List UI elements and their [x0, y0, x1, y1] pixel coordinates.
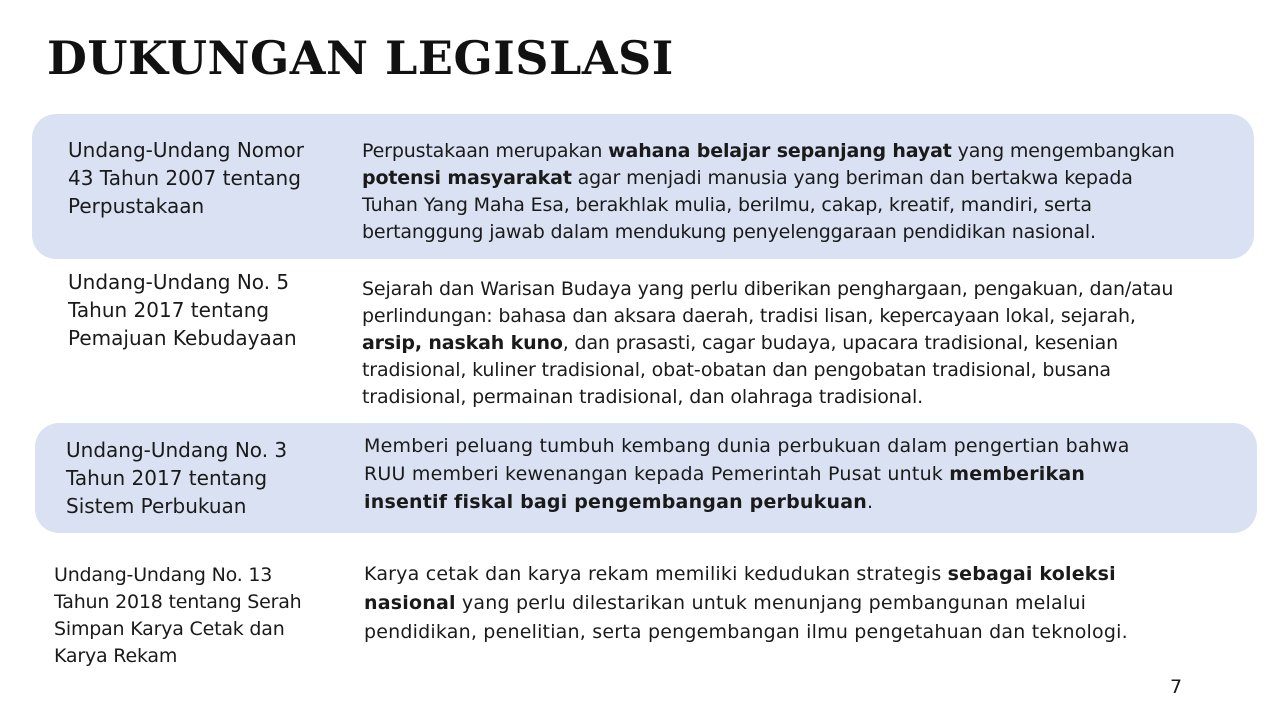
body-text: tradisional, kuliner tradisional, obat-obatan dan pengobatan tradisional, busana — [362, 359, 1111, 381]
description-line — [362, 138, 1175, 165]
body-text: perlindungan: bahasa dan aksara daerah, tradisi lisan, kepercayaan lokal, sejarah, — [362, 305, 1136, 327]
body-text: . — [866, 491, 874, 513]
description-line — [364, 618, 1128, 647]
law-description-uu-13-2018 — [364, 560, 1128, 647]
description-line — [362, 303, 1173, 330]
emphasis-text: nasional — [364, 592, 456, 614]
body-text: agar menjadi manusia yang beriman dan bertakwa kepada — [571, 167, 1133, 189]
description-line — [362, 192, 1175, 219]
law-title-line: Tahun 2018 tentang Serah — [54, 591, 302, 613]
description-line — [364, 460, 1130, 488]
body-text: yang mengembangkan — [951, 140, 1175, 162]
description-line — [362, 357, 1173, 384]
law-title-line: Tahun 2017 tentang — [66, 466, 268, 490]
law-title-line: Undang-Undang No. 3 — [66, 438, 288, 462]
law-title-uu-3-2017 — [66, 436, 287, 520]
description-line — [362, 165, 1175, 192]
slide-title: DUKUNGAN LEGISLASI — [47, 31, 674, 85]
law-title-line: Simpan Karya Cetak dan — [54, 618, 285, 640]
description-line — [364, 488, 1130, 516]
law-title-line: Undang-Undang Nomor — [68, 138, 304, 162]
page-number: 7 — [1170, 676, 1183, 698]
law-description-uu-3-2017 — [364, 432, 1130, 516]
law-title-line: Undang-Undang No. 13 — [54, 564, 273, 586]
emphasis-text: memberikan — [949, 463, 1086, 485]
description-line — [362, 384, 1173, 411]
body-text: Sejarah dan Warisan Budaya yang perlu diberikan penghargaan, pengakuan, dan/atau — [362, 278, 1174, 300]
law-description-uu-43-2007 — [362, 138, 1175, 246]
description-line — [364, 432, 1130, 460]
emphasis-text: wahana belajar sepanjang hayat — [608, 140, 952, 162]
law-title-line: Perpustakaan — [68, 194, 205, 218]
body-text: Memberi peluang tumbuh kembang dunia perbukuan dalam pengertian bahwa — [364, 435, 1130, 457]
description-line — [362, 276, 1173, 303]
law-description-uu-5-2017 — [362, 276, 1173, 411]
law-title-line: Sistem Perbukuan — [66, 494, 247, 518]
law-title-uu-43-2007 — [68, 136, 304, 220]
body-text: , dan prasasti, cagar budaya, upacara tradisional, kesenian — [562, 332, 1118, 354]
body-text: Perpustakaan merupakan — [362, 140, 609, 162]
law-title-line: 43 Tahun 2007 tentang — [68, 166, 301, 190]
description-line — [362, 219, 1175, 246]
law-title-uu-5-2017 — [68, 268, 297, 352]
law-title-line: Pemajuan Kebudayaan — [68, 326, 297, 350]
body-text: Tuhan Yang Maha Esa, berakhlak mulia, berilmu, cakap, kreatif, mandiri, serta — [362, 194, 1092, 216]
body-text: tradisional, permainan tradisional, dan olahraga tradisional. — [362, 386, 924, 408]
description-line — [362, 330, 1173, 357]
body-text: RUU memberi kewenangan kepada Pemerintah Pusat untuk — [364, 463, 950, 485]
emphasis-text: arsip, naskah kuno — [362, 332, 563, 354]
description-line — [364, 589, 1128, 618]
body-text: yang perlu dilestarikan untuk menunjang pembangunan melalui — [455, 592, 1087, 614]
law-title-line: Tahun 2017 tentang — [68, 298, 270, 322]
law-title-line: Karya Rekam — [54, 645, 178, 667]
body-text: Karya cetak dan karya rekam memiliki kedudukan strategis — [364, 563, 948, 585]
emphasis-text: insentif fiskal bagi pengembangan perbukuan — [364, 491, 867, 513]
emphasis-text: potensi masyarakat — [362, 167, 572, 189]
description-line — [364, 560, 1128, 589]
emphasis-text: sebagai koleksi — [947, 563, 1116, 585]
body-text: bertanggung jawab dalam mendukung penyelenggaraan pendidikan nasional. — [362, 221, 1096, 243]
law-title-line: Undang-Undang No. 5 — [68, 270, 290, 294]
law-title-uu-13-2018 — [54, 562, 302, 670]
body-text: pendidikan, penelitian, serta pengembangan ilmu pengetahuan dan teknologi. — [364, 621, 1128, 643]
